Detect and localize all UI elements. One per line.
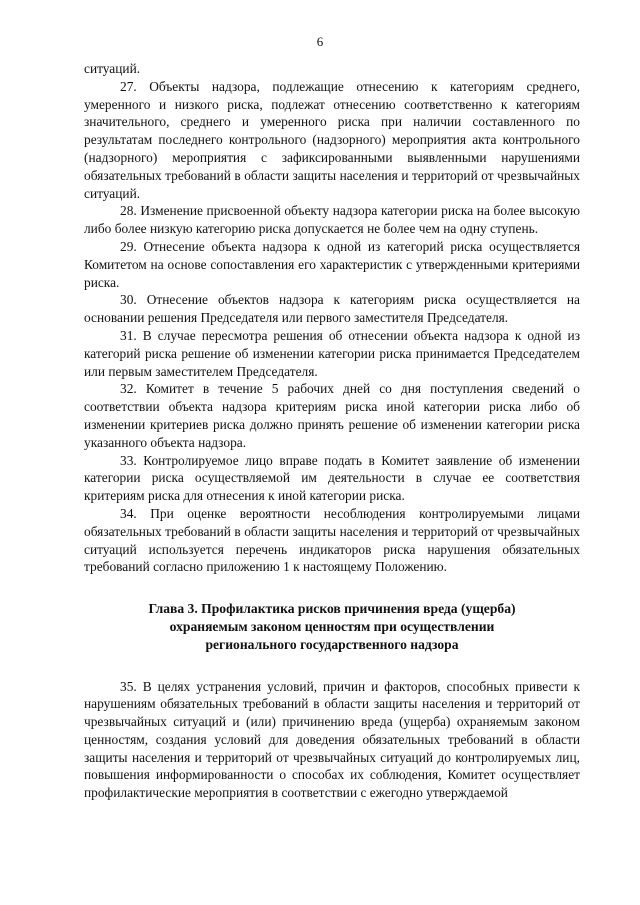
chapter-heading-line-1: Глава 3. Профилактика рисков причинения вреда (ущерба) bbox=[148, 601, 516, 617]
chapter-heading-line-3: регионального государственного надзора bbox=[205, 636, 459, 652]
paragraph: 34. При оценке вероятности несоблюдения контролируемыми лицами обязательных требований в области защиты населения и территорий от чрезвычайных ситуаций используется перечень индикаторов риска нарушения обязательных требований согласно приложению 1 к настоящему Положению. bbox=[84, 505, 580, 575]
paragraph: 35. В целях устранения условий, причин и факторов, способных привести к нарушениям обязательных требований в области защиты населения и территорий от чрезвычайных ситуаций и (или) причинению вреда (ущерба) охраняемым законом ценностям, создания условий для доведения обязательных требований в области защиты населения и территорий от чрезвычайных ситуаций до контролируемых лиц, повышения информированности о способах их соблюдения, Комитет осуществляет профилактические мероприятия в соответствии с ежегодно утверждаемой bbox=[84, 678, 580, 801]
paragraphs-before bbox=[84, 60, 580, 576]
paragraph: 28. Изменение присвоенной объекту надзора категории риска на более высокую либо более низкую категорию риска допускается не более чем на одну ступень. bbox=[84, 203, 580, 237]
document-body bbox=[84, 60, 580, 802]
paragraph: 31. В случае пересмотра решения об отнесении объекта надзора к одной из категорий риска решение об изменении категории риска принимается Председателем или первым заместителем Председателя. bbox=[84, 327, 580, 379]
paragraph: 30. Отнесение объектов надзора к категориям риска осуществляется на основании решения Председателя или первого заместителя Председателя. bbox=[84, 292, 580, 326]
paragraph: 27. Объекты надзора, подлежащие отнесению к категориям среднего, умеренного и низкого риска, подлежат отнесению соответственно к категориям значительного, среднего и умеренного риска при наличии составленного по результатам последнего контрольного (надзорного) мероприятия акта контрольного (надзорного) мероприятия с зафиксированными выявленными нарушениями обязательных требований в области защиты населения и территорий от чрезвычайных ситуаций. bbox=[84, 78, 580, 201]
chapter-heading bbox=[84, 600, 580, 653]
paragraph: 32. Комитет в течение 5 рабочих дней со дня поступления сведений о соответствии объекта надзора критериям риска иной категории риска либо об изменении критериев риска должно принять решение об изменении категории риска указанного объекта надзора. bbox=[84, 381, 580, 450]
chapter-heading-line-2: охраняемым законом ценностям при осуществлении bbox=[169, 618, 495, 634]
paragraph: 29. Отнесение объекта надзора к одной из категорий риска осуществляется Комитетом на основе сопоставления его характеристик с утвержденными критериями риска. bbox=[84, 238, 580, 290]
paragraphs-after bbox=[84, 678, 580, 803]
page-number: 6 bbox=[316, 34, 324, 49]
paragraph: 33. Контролируемое лицо вправе подать в Комитет заявление об изменении категории риска осуществляемой им деятельности в случае ее соответствия критериям риска для отнесения к иной категории риска. bbox=[84, 452, 580, 504]
paragraph: ситуаций. bbox=[84, 61, 141, 76]
